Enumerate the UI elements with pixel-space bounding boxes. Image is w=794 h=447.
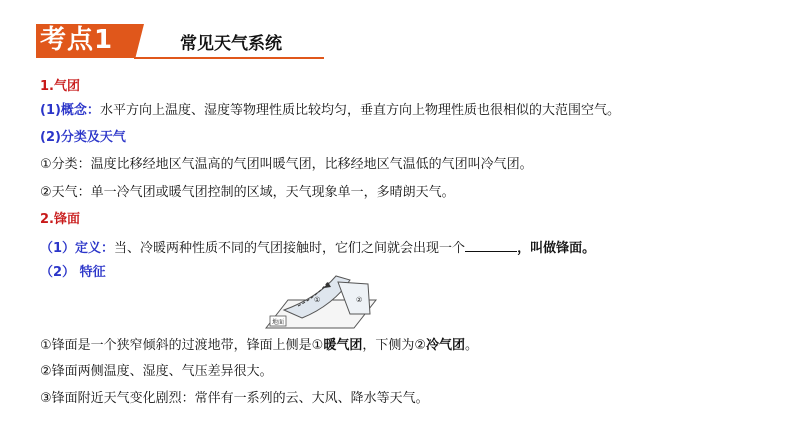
heading-front: 2.锋面 (40, 212, 80, 227)
ground-label: 地面 (271, 319, 285, 326)
definition-tail: ，叫做锋面。 (517, 241, 596, 256)
weather-item: ②天气：单一冷气团或暖气团控制的区域，天气现象单一，多晴朗天气。 (40, 185, 455, 200)
warm-air-mass: 暖气团 (323, 338, 363, 353)
heading-air-mass: 1.气团 (40, 79, 80, 94)
feature-1-text-c: ，下侧为② (362, 338, 426, 353)
concept-label: (1)概念： (40, 103, 100, 118)
label-cold: ② (356, 296, 363, 304)
feature-item-1 (40, 337, 478, 355)
section-header (30, 22, 330, 62)
heading-features: （2） 特征 (40, 265, 106, 280)
concept-text: 水平方向上温度、湿度等物理性质比较均匀，垂直方向上物理性质也很相似的大范围空气。 (99, 103, 620, 118)
paragraph-concept (40, 102, 620, 120)
front-diagram (258, 270, 378, 335)
feature-1-text-e: 。 (465, 338, 479, 353)
definition-text: 当、冷暖两种性质不同的气团接触时，它们之间就会出现一个 (114, 241, 466, 256)
title-underline (134, 57, 324, 59)
feature-1-text-a: ①锋面是一个狭窄倾斜的过渡地带，锋面上侧是① (40, 338, 324, 353)
definition-label: （1）定义： (40, 241, 115, 256)
answer-blank (465, 238, 517, 252)
feature-item-2: ②锋面两侧温度、湿度、气压差异很大。 (40, 364, 273, 379)
heading-classification: (2)分类及天气 (40, 130, 126, 145)
topic-badge-label: 考点1 (40, 25, 114, 55)
feature-item-3: ③锋面附近天气变化剧烈：常伴有一系列的云、大风、降水等天气。 (40, 391, 429, 406)
cold-air-mass: 冷气团 (425, 338, 465, 353)
classification-item: ①分类：温度比移经地区气温高的气团叫暖气团，比移经地区气温低的气团叫冷气团。 (40, 157, 533, 172)
label-warm: ① (314, 296, 321, 304)
section-title: 常见天气系统 (180, 34, 282, 54)
paragraph-definition (40, 238, 595, 258)
